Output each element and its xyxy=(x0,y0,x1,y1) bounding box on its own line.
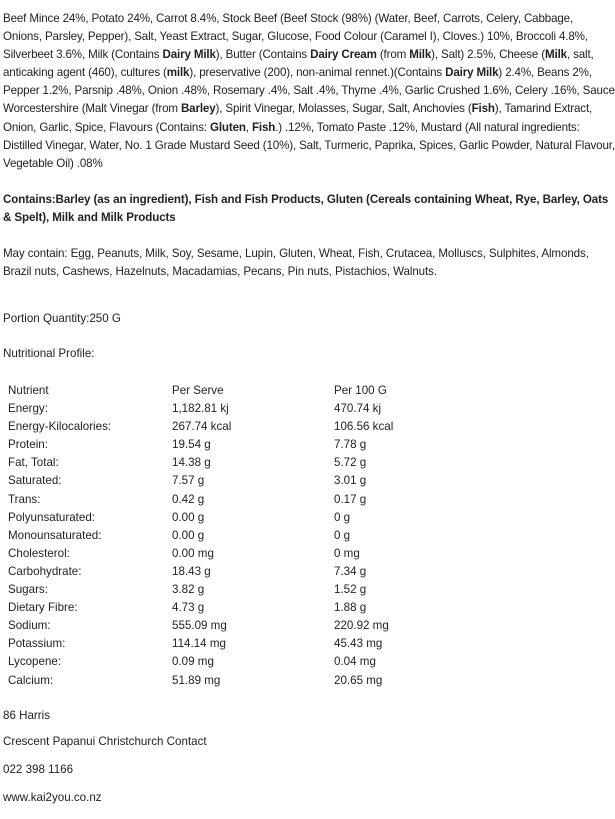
nutrient-name: Calcium: xyxy=(8,673,54,687)
table-row xyxy=(4,653,454,671)
nutrient-name: Trans: xyxy=(8,492,41,506)
per-100g-value: 0.17 g xyxy=(334,492,367,506)
table-row xyxy=(4,472,454,490)
table-row xyxy=(4,400,454,418)
per-serve-value: 0.42 g xyxy=(172,492,205,506)
per-100g-value: 0.04 mg xyxy=(334,655,376,669)
per-serve-value: 4.73 g xyxy=(172,601,205,615)
table-row xyxy=(4,635,454,653)
nutrition-table-header xyxy=(4,382,454,400)
nutrient-name: Cholesterol: xyxy=(8,546,70,560)
table-row xyxy=(4,454,454,472)
allergen-may-contain: May contain: Egg, Peanuts, Milk, Soy, Sesame, Lupin, Gluten, Wheat, Fish, Crutacea, Molluscs, Sulphites, Almonds, Brazil nuts, Cashews, Hazelnuts, Macadamias, Pecans, Pin nuts, Pistachios, Walnuts. xyxy=(3,247,589,279)
nutrient-name: Polyunsaturated: xyxy=(8,510,96,524)
nutrient-name: Energy: xyxy=(8,402,48,416)
per-serve-value: 267.74 kcal xyxy=(172,420,232,434)
nutrient-name: Saturated: xyxy=(8,474,62,488)
address-line-1: 86 Harris xyxy=(3,709,51,722)
ingredients-list: Beef Mince 24%, Potato 24%, Carrot 8.4%, Stock Beef (Beef Stock (98%) (Water, Beef, Carrots, Celery, Cabbage, Onions, Parsley, Pepper), Salt, Yeast Extract, Sugar, Glucose, Food Colour (Caramel I), Cloves.) 10%, Broccoli 4.8%, Silverbeet 3.6%, Milk (Contains Dairy Milk), Butter (Contains Dairy Cream (from Milk), Salt) 2.5%, Cheese (Milk, salt, anticaking agent (460), cultures (milk), preservative (200), non-animal rennet.)(Contains Dairy Milk) 2.4%, Beans 2%, Pepper 1.2%, Parsnip .48%, Onion .48%, Rosemary .4%, Salt .4%, Thyme .4%, Garlic Crushed 1.6%, Celery .16%, Sauce Worcestershire (Malt Vinegar (from Barley), Spirit Vinegar, Molasses, Sugar, Salt, Anchovies (Fish), Tamarind Extract, Onion, Garlic, Spice, Flavours (Contains: Gluten, Fish.) .12%, Tomato Paste .12%, Mustard (All natural ingredients: Distilled Vinegar, Water, No. 1 Grade Mustard Seed (10%), Salt, Turmeric, Paprika, Spices, Garlic Powder, Natural Flavour, Vegetable Oil) .08% xyxy=(3,12,615,170)
per-100g-value: 0 g xyxy=(334,510,351,524)
table-row xyxy=(4,563,454,581)
nutrient-name: Fat, Total: xyxy=(8,456,59,470)
table-row xyxy=(4,672,454,690)
per-serve-value: 18.43 g xyxy=(172,564,211,578)
allergen-contains: Contains:Barley (as an ingredient), Fish and Fish Products, Gluten (Cereals containing Wheat, Rye, Barley, Oats & Spelt), Milk and Milk Products xyxy=(3,193,609,225)
per-serve-value: 19.54 g xyxy=(172,438,211,452)
nutritional-profile-label: Nutritional Profile: xyxy=(3,347,95,360)
per-serve-value: 14.38 g xyxy=(172,456,211,470)
per-serve-value: 0.00 mg xyxy=(172,546,214,560)
per-serve-value: 555.09 mg xyxy=(172,619,227,633)
portion-quantity: Portion Quantity:250 G xyxy=(3,312,121,325)
per-serve-value: 7.57 g xyxy=(172,474,205,488)
per-100g-value: 1.52 g xyxy=(334,583,367,597)
per-serve-value: 1,182.81 kj xyxy=(172,402,229,416)
nutrient-name: Energy-Kilocalories: xyxy=(8,420,112,434)
per-100g-value: 7.34 g xyxy=(334,564,367,578)
nutrient-name: Lycopene: xyxy=(8,655,62,669)
table-row xyxy=(4,418,454,436)
nutrient-name: Carbohydrate: xyxy=(8,564,82,578)
table-row xyxy=(4,599,454,617)
table-row xyxy=(4,545,454,563)
per-100g-value: 106.56 kcal xyxy=(334,420,394,434)
per-100g-value: 220.92 mg xyxy=(334,619,389,633)
header-nutrient: Nutrient xyxy=(8,384,49,397)
nutrient-name: Protein: xyxy=(8,438,48,452)
nutrient-name: Potassium: xyxy=(8,637,66,651)
table-row xyxy=(4,581,454,599)
nutrient-name: Dietary Fibre: xyxy=(8,601,78,615)
per-100g-value: 1.88 g xyxy=(334,601,367,615)
per-100g-value: 3.01 g xyxy=(334,474,367,488)
nutrient-name: Sodium: xyxy=(8,619,51,633)
per-serve-value: 51.89 mg xyxy=(172,673,221,687)
table-row xyxy=(4,509,454,527)
per-serve-value: 3.82 g xyxy=(172,583,205,597)
per-100g-value: 45.43 mg xyxy=(334,637,383,651)
per-100g-value: 5.72 g xyxy=(334,456,367,470)
nutrient-name: Sugars: xyxy=(8,583,48,597)
per-100g-value: 20.65 mg xyxy=(334,673,383,687)
table-row xyxy=(4,436,454,454)
table-row xyxy=(4,617,454,635)
per-serve-value: 0.09 mg xyxy=(172,655,214,669)
per-100g-value: 7.78 g xyxy=(334,438,367,452)
address-line-2: Crescent Papanui Christchurch Contact xyxy=(3,735,207,748)
per-serve-value: 114.14 mg xyxy=(172,637,226,651)
table-row xyxy=(4,527,454,545)
per-100g-value: 0 g xyxy=(334,528,351,542)
header-per-100g: Per 100 G xyxy=(334,384,387,397)
header-per-serve: Per Serve xyxy=(172,384,224,397)
phone-number: 022 398 1166 xyxy=(3,763,74,776)
per-100g-value: 470.74 kj xyxy=(334,402,382,416)
nutrition-table xyxy=(4,382,454,690)
table-row xyxy=(4,491,454,509)
nutrient-name: Monounsaturated: xyxy=(8,528,102,542)
website: www.kai2you.co.nz xyxy=(3,791,102,804)
per-serve-value: 0.00 g xyxy=(172,528,205,542)
per-100g-value: 0 mg xyxy=(334,546,360,560)
per-serve-value: 0.00 g xyxy=(172,510,205,524)
